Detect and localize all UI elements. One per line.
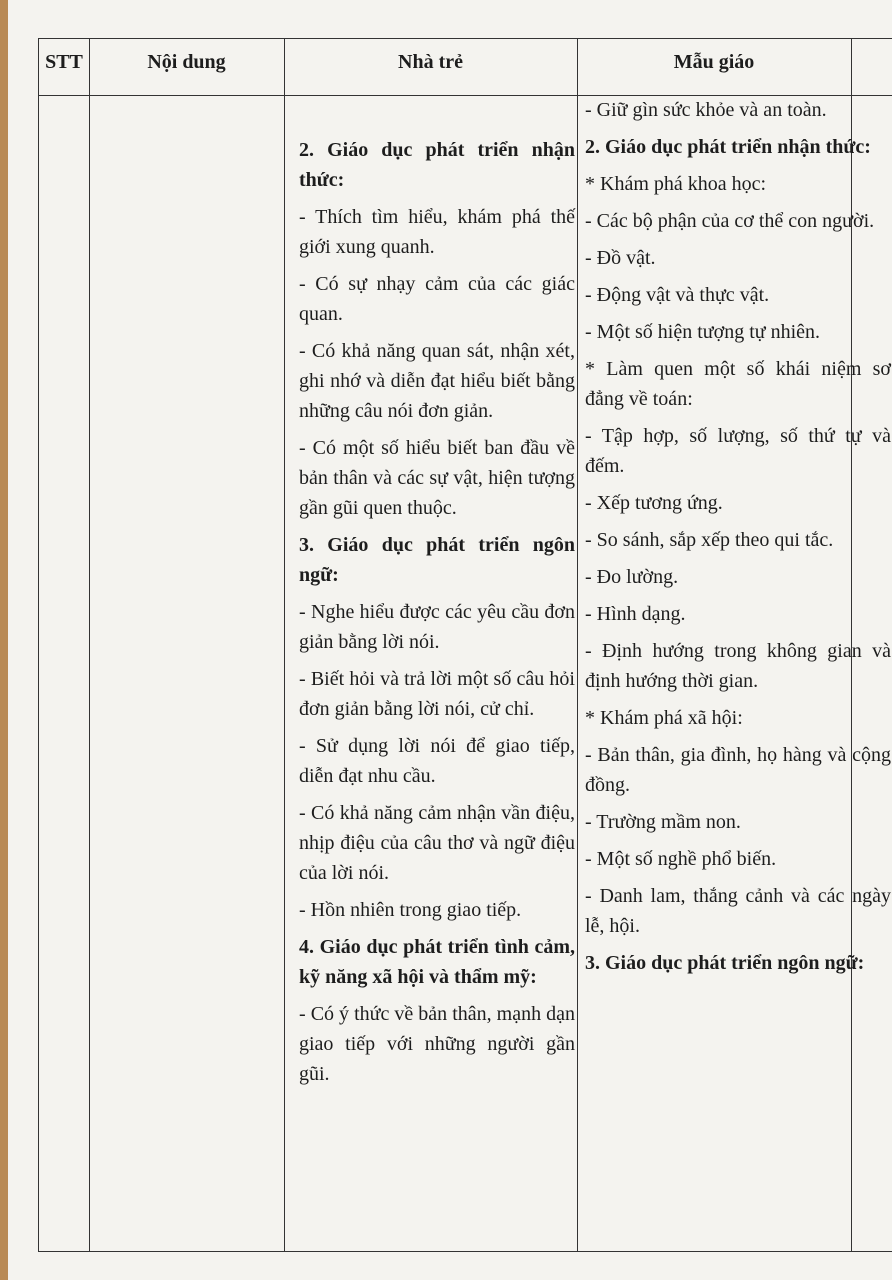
header-noi-dung: Nội dung <box>147 51 226 73</box>
content-item: - Hồn nhiên trong giao tiếp. <box>299 899 522 921</box>
header-stt: STT <box>45 51 83 73</box>
content-item: - Giữ gìn sức khỏe và an toàn. <box>585 99 827 121</box>
content-item: * Khám phá khoa học: <box>585 173 767 195</box>
content-item: - Trường mầm non. <box>585 811 741 833</box>
content-item: * Làm quen một số khái niệm sơ đẳng về toán: <box>585 358 891 410</box>
mau-giao-column <box>585 95 891 985</box>
content-item: - Đo lường. <box>585 566 679 588</box>
content-item: - Có ý thức về bản thân, mạnh dạn giao tiếp với những người gần gũi. <box>299 1003 575 1085</box>
content-item: - Có khả năng cảm nhận vần điệu, nhịp điệu của câu thơ và ngữ điệu của lời nói. <box>299 802 575 884</box>
column-divider <box>89 39 90 1251</box>
content-item: - Thích tìm hiểu, khám phá thế giới xung quanh. <box>299 206 575 258</box>
content-item: - Có một số hiểu biết ban đầu về bản thân và các sự vật, hiện tượng gần gũi quen thuộc. <box>299 437 575 519</box>
content-item: - Một số nghề phổ biến. <box>585 848 777 870</box>
curriculum-table <box>38 38 892 1252</box>
content-item: - Tập hợp, số lượng, số thứ tự và đếm. <box>585 425 891 477</box>
section-heading: 4. Giáo dục phát triển tình cảm, kỹ năng xã hội và thẩm mỹ: <box>299 936 575 988</box>
content-item: - Định hướng trong không gian và định hướng thời gian. <box>585 640 891 692</box>
content-item: - Có khả năng quan sát, nhận xét, ghi nhớ và diễn đạt hiểu biết bằng những câu nói đơn giản. <box>299 340 575 422</box>
section-heading: 3. Giáo dục phát triển ngôn ngữ: <box>585 952 865 974</box>
content-item: - Động vật và thực vật. <box>585 284 770 306</box>
column-divider <box>577 39 578 1251</box>
section-heading: 2. Giáo dục phát triển nhận thức: <box>585 136 871 158</box>
nha-tre-column <box>299 135 575 1096</box>
document-page <box>8 0 892 1280</box>
content-item: - Biết hỏi và trả lời một số câu hỏi đơn giản bằng lời nói, cử chỉ. <box>299 668 575 720</box>
header-mau-giao: Mẫu giáo <box>673 51 755 73</box>
column-divider <box>284 39 285 1251</box>
content-item: - Các bộ phận của cơ thể con người. <box>585 210 875 232</box>
content-item: - Bản thân, gia đình, họ hàng và cộng đồng. <box>585 744 891 796</box>
content-item: - Sử dụng lời nói để giao tiếp, diễn đạt nhu cầu. <box>299 735 575 787</box>
content-item: - So sánh, sắp xếp theo qui tắc. <box>585 529 834 551</box>
content-item: - Hình dạng. <box>585 603 686 625</box>
content-item: - Có sự nhạy cảm của các giác quan. <box>299 273 575 325</box>
header-nha-tre: Nhà trẻ <box>398 51 463 73</box>
section-heading: 3. Giáo dục phát triển ngôn ngữ: <box>299 534 575 586</box>
section-heading: 2. Giáo dục phát triển nhận thức: <box>299 139 575 191</box>
content-item: - Danh lam, thắng cảnh và các ngày lễ, hội. <box>585 885 891 937</box>
content-item: * Khám phá xã hội: <box>585 707 743 729</box>
content-item: - Xếp tương ứng. <box>585 492 723 514</box>
content-item: - Một số hiện tượng tự nhiên. <box>585 321 821 343</box>
content-item: - Nghe hiểu được các yêu cầu đơn giản bằng lời nói. <box>299 601 575 653</box>
content-item: - Đồ vật. <box>585 247 656 269</box>
